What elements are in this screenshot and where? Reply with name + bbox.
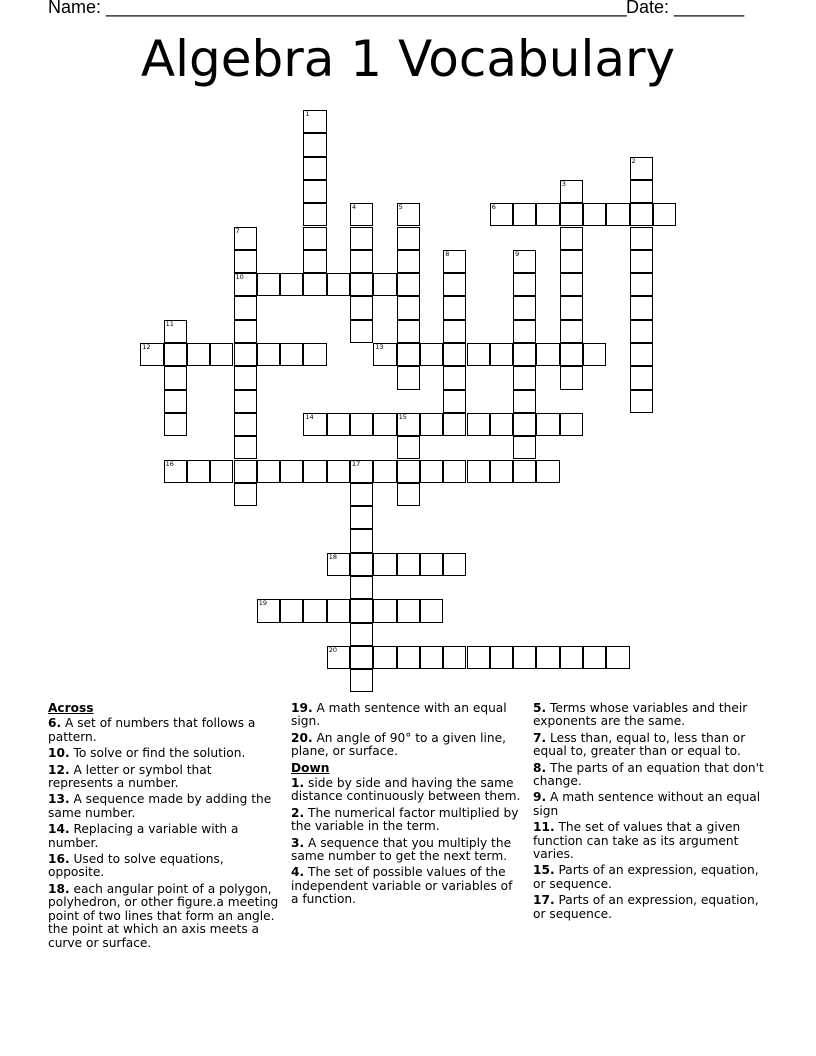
crossword-cell[interactable] bbox=[630, 250, 653, 273]
crossword-cell[interactable] bbox=[234, 436, 257, 459]
crossword-cell[interactable] bbox=[234, 320, 257, 343]
crossword-cell[interactable] bbox=[373, 599, 396, 622]
crossword-cell[interactable] bbox=[583, 646, 606, 669]
crossword-cell[interactable] bbox=[467, 343, 490, 366]
crossword-cell[interactable] bbox=[443, 390, 466, 413]
crossword-cell[interactable] bbox=[234, 227, 257, 250]
crossword-cell[interactable] bbox=[560, 296, 583, 319]
crossword-cell[interactable] bbox=[350, 227, 373, 250]
page-title: Algebra 1 Vocabulary bbox=[140, 30, 676, 88]
crossword-cell[interactable] bbox=[257, 460, 280, 483]
crossword-cell[interactable] bbox=[303, 250, 326, 273]
crossword-cell[interactable] bbox=[490, 343, 513, 366]
clue-number: 7 bbox=[235, 226, 240, 235]
crossword-cell[interactable] bbox=[303, 599, 326, 622]
crossword-cell[interactable] bbox=[373, 553, 396, 576]
crossword-cell[interactable] bbox=[560, 366, 583, 389]
crossword-cell[interactable] bbox=[234, 343, 257, 366]
clue-number: 14 bbox=[305, 412, 314, 421]
crossword-cell[interactable] bbox=[630, 390, 653, 413]
crossword-cell[interactable] bbox=[280, 343, 303, 366]
clue-across-20: 20. An angle of 90° to a given line, plane, or surface. bbox=[291, 730, 506, 759]
crossword-cell[interactable] bbox=[467, 646, 490, 669]
crossword-cell[interactable] bbox=[164, 460, 187, 483]
crossword-cell[interactable] bbox=[327, 460, 350, 483]
crossword-cell[interactable] bbox=[234, 390, 257, 413]
crossword-cell[interactable] bbox=[490, 203, 513, 226]
crossword-cell[interactable] bbox=[373, 646, 396, 669]
crossword-cell[interactable] bbox=[397, 250, 420, 273]
crossword-cell[interactable] bbox=[350, 646, 373, 669]
clue-number: 13 bbox=[375, 343, 384, 351]
clue-number: 9 bbox=[515, 249, 520, 258]
crossword-cell[interactable] bbox=[560, 413, 583, 436]
clue-down-9: 9. A math sentence without an equal sign bbox=[533, 790, 761, 818]
clue-number: 15 bbox=[398, 412, 407, 421]
clue-number: 5 bbox=[398, 203, 403, 212]
crossword-cell[interactable] bbox=[350, 296, 373, 319]
crossword-cell[interactable] bbox=[583, 203, 606, 226]
clue-across-12: 12. A letter or symbol that represents a number. bbox=[48, 762, 212, 791]
crossword-cell[interactable] bbox=[303, 460, 326, 483]
crossword-cell[interactable] bbox=[397, 460, 420, 483]
crossword-cell[interactable] bbox=[373, 343, 396, 366]
crossword-cell[interactable] bbox=[164, 413, 187, 436]
crossword-cell[interactable] bbox=[630, 296, 653, 319]
crossword-cell[interactable] bbox=[234, 483, 257, 506]
crossword-cell[interactable] bbox=[303, 180, 326, 203]
crossword-cell[interactable] bbox=[397, 483, 420, 506]
crossword-cell[interactable] bbox=[327, 553, 350, 576]
clue-number: 12 bbox=[142, 343, 151, 351]
clue-across-14: 14. Replacing a variable with a number. bbox=[48, 822, 239, 850]
crossword-cell[interactable] bbox=[443, 646, 466, 669]
crossword-cell[interactable] bbox=[536, 460, 559, 483]
crossword-cell[interactable] bbox=[630, 273, 653, 296]
crossword-cell[interactable] bbox=[397, 296, 420, 319]
down-heading: Down bbox=[291, 760, 330, 775]
clues-column-2 bbox=[291, 702, 523, 910]
crossword-cell[interactable] bbox=[280, 273, 303, 296]
crossword-cell[interactable] bbox=[560, 646, 583, 669]
clue-down-17: 17. Parts of an expression, equation, or sequence. bbox=[533, 893, 759, 921]
crossword-cell[interactable] bbox=[443, 366, 466, 389]
clue-number: 3 bbox=[561, 179, 566, 188]
crossword-cell[interactable] bbox=[536, 413, 559, 436]
crossword-cell[interactable] bbox=[234, 366, 257, 389]
crossword-cell[interactable] bbox=[560, 203, 583, 226]
crossword-cell[interactable] bbox=[350, 250, 373, 273]
crossword-cell[interactable] bbox=[373, 413, 396, 436]
crossword-cell[interactable] bbox=[560, 180, 583, 203]
crossword-cell[interactable] bbox=[303, 110, 326, 133]
clue-number: 11 bbox=[165, 319, 174, 328]
crossword-cell[interactable] bbox=[280, 599, 303, 622]
clue-number: 16 bbox=[165, 459, 174, 468]
crossword-cell[interactable] bbox=[303, 343, 326, 366]
crossword-cell[interactable] bbox=[397, 646, 420, 669]
crossword-cell[interactable] bbox=[630, 227, 653, 250]
crossword-cell[interactable] bbox=[164, 343, 187, 366]
clue-across-10: 10. To solve or find the solution. bbox=[48, 746, 246, 761]
crossword-cell[interactable] bbox=[513, 296, 536, 319]
crossword-cell[interactable] bbox=[560, 343, 583, 366]
clue-across-13: 13. A sequence made by adding the same number. bbox=[48, 792, 272, 820]
crossword-cell[interactable] bbox=[630, 157, 653, 180]
crossword-cell[interactable] bbox=[606, 203, 629, 226]
clues-column-3 bbox=[533, 702, 765, 924]
clue-down-2: 2. The numerical factor multiplied by the variable in the term. bbox=[291, 805, 519, 834]
crossword-cell[interactable] bbox=[234, 273, 257, 296]
clue-number: 4 bbox=[352, 203, 357, 212]
crossword-cell[interactable] bbox=[397, 436, 420, 459]
crossword-cell[interactable] bbox=[303, 203, 326, 226]
crossword-cell[interactable] bbox=[467, 460, 490, 483]
crossword-cell[interactable] bbox=[443, 296, 466, 319]
clue-number: 2 bbox=[631, 156, 636, 165]
crossword-cell[interactable] bbox=[513, 390, 536, 413]
crossword-cell[interactable] bbox=[350, 413, 373, 436]
crossword-cell[interactable] bbox=[234, 250, 257, 273]
crossword-cell[interactable] bbox=[420, 460, 443, 483]
clue-number: 18 bbox=[328, 552, 337, 561]
crossword-cell[interactable] bbox=[234, 460, 257, 483]
clue-down-3: 3. A sequence that you multiply the same number to get the next term. bbox=[291, 835, 512, 864]
crossword-cell[interactable] bbox=[513, 343, 536, 366]
crossword-cell[interactable] bbox=[583, 343, 606, 366]
crossword-cell[interactable] bbox=[164, 320, 187, 343]
crossword-cell[interactable] bbox=[490, 460, 513, 483]
clue-across-16: 16. Used to solve equations, opposite. bbox=[48, 852, 224, 880]
crossword-cell[interactable] bbox=[327, 599, 350, 622]
crossword-cell[interactable] bbox=[350, 599, 373, 622]
crossword-cell[interactable] bbox=[257, 599, 280, 622]
crossword-cell[interactable] bbox=[327, 646, 350, 669]
crossword-cell[interactable] bbox=[513, 460, 536, 483]
crossword-cell[interactable] bbox=[560, 320, 583, 343]
crossword-cell[interactable] bbox=[397, 273, 420, 296]
crossword-cell[interactable] bbox=[630, 343, 653, 366]
crossword-cell[interactable] bbox=[443, 320, 466, 343]
crossword-cell[interactable] bbox=[606, 646, 629, 669]
crossword-cell[interactable] bbox=[630, 180, 653, 203]
crossword-cell[interactable] bbox=[164, 390, 187, 413]
clue-number: 19 bbox=[258, 599, 268, 608]
crossword-cell[interactable] bbox=[303, 227, 326, 250]
crossword-cell[interactable] bbox=[350, 576, 373, 599]
crossword-cell[interactable] bbox=[187, 460, 210, 483]
clue-number: 6 bbox=[491, 203, 496, 212]
crossword-cell[interactable] bbox=[630, 203, 653, 226]
crossword-cell[interactable] bbox=[443, 273, 466, 296]
clue-number: 17 bbox=[352, 459, 361, 468]
crossword-cell[interactable] bbox=[443, 250, 466, 273]
crossword-cell[interactable] bbox=[536, 343, 559, 366]
clue-number: 1 bbox=[305, 110, 310, 118]
crossword-cell[interactable] bbox=[513, 413, 536, 436]
crossword-cell[interactable] bbox=[140, 343, 163, 366]
crossword-cell[interactable] bbox=[397, 553, 420, 576]
crossword-cell[interactable] bbox=[513, 320, 536, 343]
crossword-cell[interactable] bbox=[397, 320, 420, 343]
clue-across-19: 19. A math sentence with an equal sign. bbox=[291, 701, 507, 729]
crossword-cell[interactable] bbox=[513, 436, 536, 459]
crossword-cell[interactable] bbox=[350, 203, 373, 226]
clue-across-18: 18. each angular point of a polygon, polyhedron, or other figure.a meeting point of two lines that form an angle. the point at which an axis meets a curve or surface. bbox=[48, 881, 279, 950]
crossword-cell[interactable] bbox=[443, 553, 466, 576]
crossword-cell[interactable] bbox=[420, 343, 443, 366]
crossword-cell[interactable] bbox=[350, 506, 373, 529]
clue-down-11: 11. The set of values that a given function can take as its argument varies. bbox=[533, 820, 741, 862]
crossword-cell[interactable] bbox=[350, 483, 373, 506]
crossword-cell[interactable] bbox=[164, 366, 187, 389]
crossword-cell[interactable] bbox=[187, 343, 210, 366]
date-field-label: Date: _______ bbox=[626, 0, 745, 17]
crossword-cell[interactable] bbox=[397, 203, 420, 226]
clue-number: 8 bbox=[445, 249, 450, 258]
clues-column-1 bbox=[48, 702, 280, 953]
crossword-cell[interactable] bbox=[350, 669, 373, 692]
clue-down-1: 1. side by side and having the same distance continuously between them. bbox=[291, 776, 521, 804]
crossword-cell[interactable] bbox=[303, 157, 326, 180]
clue-across-6: 6. A set of numbers that follows a pattern. bbox=[48, 716, 256, 744]
crossword-cell[interactable] bbox=[257, 273, 280, 296]
crossword-cell[interactable] bbox=[513, 203, 536, 226]
crossword-cell[interactable] bbox=[560, 273, 583, 296]
crossword-cell[interactable] bbox=[350, 273, 373, 296]
crossword-cell[interactable] bbox=[513, 366, 536, 389]
crossword-cell[interactable] bbox=[397, 599, 420, 622]
crossword-cell[interactable] bbox=[490, 413, 513, 436]
clue-down-7: 7. Less than, equal to, less than or equal to, greater than or equal to. bbox=[533, 730, 746, 759]
crossword-cell[interactable] bbox=[350, 529, 373, 552]
crossword-cell[interactable] bbox=[653, 203, 676, 226]
crossword-cell[interactable] bbox=[397, 343, 420, 366]
crossword-cell[interactable] bbox=[397, 227, 420, 250]
crossword-cell[interactable] bbox=[420, 413, 443, 436]
clue-down-8: 8. The parts of an equation that don't change. bbox=[533, 760, 764, 789]
crossword-cell[interactable] bbox=[443, 413, 466, 436]
across-heading: Across bbox=[48, 701, 94, 715]
crossword-cell[interactable] bbox=[373, 273, 396, 296]
crossword-cell[interactable] bbox=[560, 227, 583, 250]
crossword-cell[interactable] bbox=[443, 460, 466, 483]
crossword-cell[interactable] bbox=[467, 413, 490, 436]
crossword-cell[interactable] bbox=[373, 460, 396, 483]
crossword-cell[interactable] bbox=[490, 646, 513, 669]
crossword-cell[interactable] bbox=[513, 273, 536, 296]
crossword-cell[interactable] bbox=[234, 413, 257, 436]
crossword-cell[interactable] bbox=[420, 599, 443, 622]
clue-number: 20 bbox=[328, 645, 337, 654]
crossword-cell[interactable] bbox=[397, 413, 420, 436]
crossword-cell[interactable] bbox=[210, 343, 233, 366]
crossword-cell[interactable] bbox=[536, 203, 559, 226]
crossword-cell[interactable] bbox=[350, 553, 373, 576]
clue-down-15: 15. Parts of an expression, equation, or sequence. bbox=[533, 863, 759, 891]
crossword-cell[interactable] bbox=[350, 623, 373, 646]
crossword-cell[interactable] bbox=[630, 366, 653, 389]
crossword-cell[interactable] bbox=[350, 460, 373, 483]
crossword-cell[interactable] bbox=[303, 273, 326, 296]
crossword-cell[interactable] bbox=[210, 460, 233, 483]
crossword-cell[interactable] bbox=[280, 460, 303, 483]
clue-down-5: 5. Terms whose variables and their exponents are the same. bbox=[533, 701, 748, 729]
clue-number: 10 bbox=[235, 273, 244, 282]
crossword-cell[interactable] bbox=[257, 343, 280, 366]
crossword-cell[interactable] bbox=[630, 320, 653, 343]
crossword-cell[interactable] bbox=[350, 320, 373, 343]
crossword-cell[interactable] bbox=[536, 646, 559, 669]
crossword-cell[interactable] bbox=[303, 413, 326, 436]
crossword-cell[interactable] bbox=[420, 646, 443, 669]
crossword-cell[interactable] bbox=[303, 133, 326, 156]
clue-down-4: 4. The set of possible values of the independent variable or variables of a function. bbox=[291, 865, 513, 907]
crossword-cell[interactable] bbox=[513, 250, 536, 273]
crossword-cell[interactable] bbox=[443, 343, 466, 366]
crossword-cell[interactable] bbox=[513, 646, 536, 669]
crossword-cell[interactable] bbox=[397, 366, 420, 389]
crossword-cell[interactable] bbox=[560, 250, 583, 273]
crossword-cell[interactable] bbox=[327, 273, 350, 296]
name-field-label: Name: ____________________________________________________ bbox=[48, 0, 627, 17]
crossword-cell[interactable] bbox=[327, 413, 350, 436]
crossword-cell[interactable] bbox=[420, 553, 443, 576]
crossword-cell[interactable] bbox=[234, 296, 257, 319]
